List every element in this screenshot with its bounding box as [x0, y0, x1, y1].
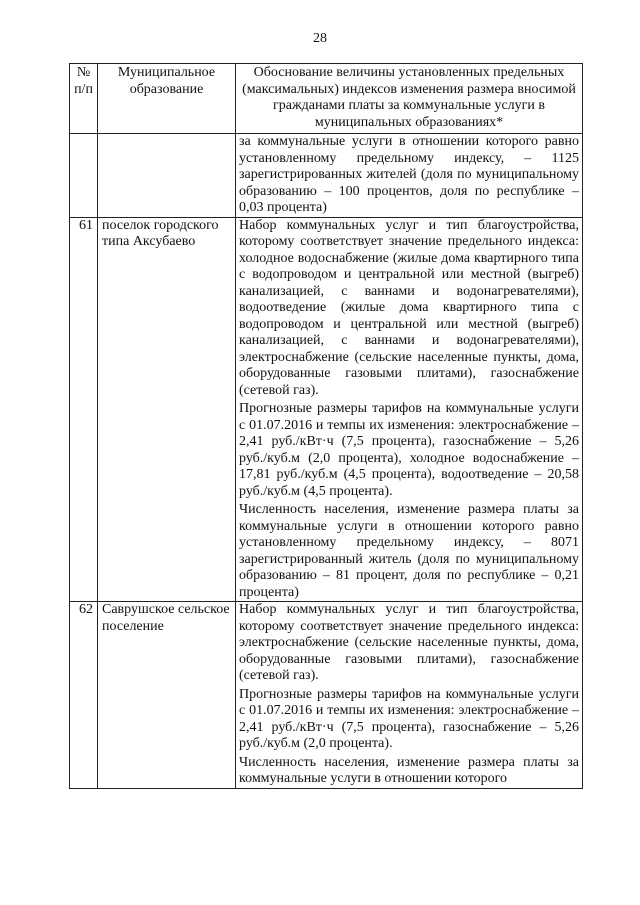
row-justification [236, 217, 583, 602]
table-row [70, 602, 583, 789]
table-header-row [70, 64, 583, 134]
justification-paragraph: за коммунальные услуги в отношении которого равно установленному предельному индексу, – 1125 зарегистрированных жителей (доля по муниципальному образованию – 100 процентов, доля по республике – 0,03 процента) [239, 134, 579, 215]
page-number: 28 [313, 31, 327, 46]
justification-paragraph: Прогнозные размеры тарифов на коммунальные услуги с 01.07.2016 и темпы их изменения: электроснабжение – 2,41 руб./кВт·ч (7,5 процента), газоснабжение – 5,26 руб./куб.м (2,0 процента), холодное водоснабжение – 17,81 руб./куб.м (4,5 процента), водоотведение – 20,58 руб./куб.м (4,5 процента). [239, 401, 579, 499]
justification-paragraph: Набор коммунальных услуг и тип благоустройства, которому соответствует значение предельного индекса: холодное водоснабжение (жилые дома квартирного типа с водопроводом и центральной или местной (выгреб) канализацией, с ваннами и водонагревателями), водоотведение (жилые дома квартирного типа с водопроводом и центральной или местной (выгреб) канализацией, с ваннами и водонагревателями), электроснабжение (сельские населенные пункты, дома, оборудованные газовыми плитами), газоснабжение (сетевой газ). [239, 217, 579, 398]
row-number [70, 134, 98, 218]
row-justification [236, 134, 583, 218]
row-number: 62 [70, 602, 98, 789]
justification-paragraph: Численность населения, изменение размера платы за коммунальные услуги в отношении которого [239, 754, 579, 786]
row-municipality: поселок городского типа Аксубаево [98, 217, 236, 602]
table-row [70, 217, 583, 602]
row-municipality: Саврушское сельское поселение [98, 602, 236, 789]
justification-paragraph: Прогнозные размеры тарифов на коммунальные услуги с 01.07.2016 и темпы их изменения: электроснабжение – 2,41 руб./кВт·ч (7,5 процента), газоснабжение – 5,26 руб./куб.м (2,0 процента). [239, 686, 579, 751]
header-number: № п/п [70, 64, 98, 134]
justification-paragraph: Набор коммунальных услуг и тип благоустройства, которому соответствует значение предельного индекса: электроснабжение (сельские населенные пункты, дома, оборудованные газовыми плитами), газоснабжение (сетевой газ). [239, 602, 579, 683]
row-municipality [98, 134, 236, 218]
tariff-index-table [69, 63, 583, 789]
header-justification: Обоснование величины установленных предельных (максимальных) индексов изменения размера вносимой гражданами платы за коммунальные услуги в муниципальных образованиях* [236, 64, 583, 134]
row-justification [236, 602, 583, 789]
justification-paragraph: Численность населения, изменение размера платы за коммунальные услуги в отношении которого равно установленному предельному индексу, – 8071 зарегистрированный житель (доля по муниципальному образованию – 81 процент, доля по республике – 0,21 процента) [239, 502, 579, 600]
row-number: 61 [70, 217, 98, 602]
header-municipality: Муниципальное образование [98, 64, 236, 134]
table-row [70, 134, 583, 218]
